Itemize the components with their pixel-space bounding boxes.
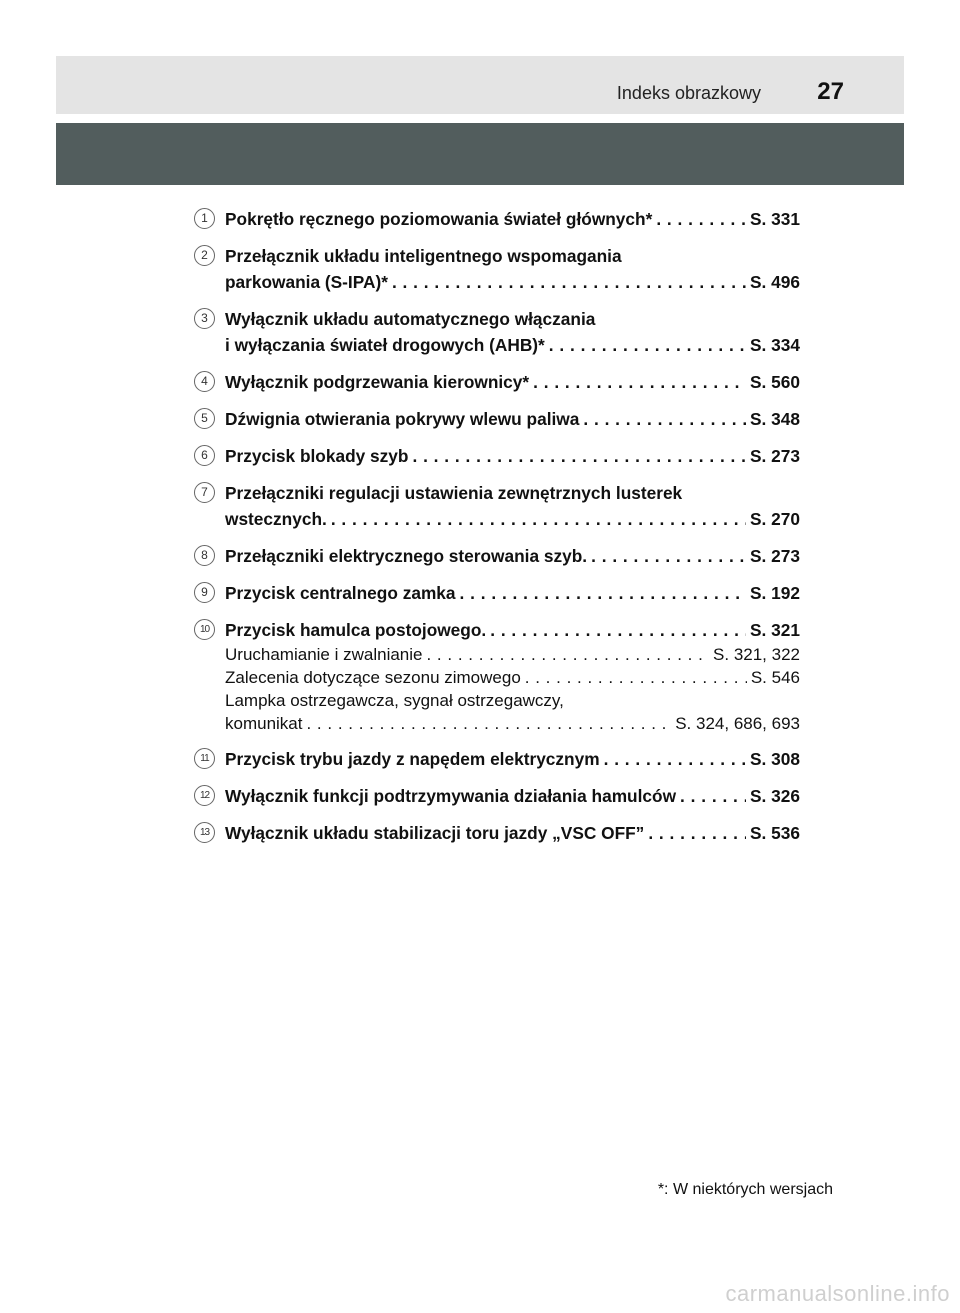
index-entry xyxy=(194,206,800,232)
entry-label: Lampka ostrzegawcza, sygnał ostrzegawczy, xyxy=(225,691,564,710)
entry-number-badge: 12 xyxy=(194,785,215,806)
entry-line xyxy=(225,543,800,569)
page-reference: S. 270 xyxy=(750,509,800,529)
page-reference: S. 331 xyxy=(750,209,800,229)
entry-line xyxy=(225,243,800,269)
page-reference: S. 192 xyxy=(750,583,800,603)
entry-text-block xyxy=(225,406,800,432)
entry-text-block xyxy=(225,543,800,569)
entry-label: komunikat xyxy=(225,714,303,733)
entry-label: Przycisk blokady szyb xyxy=(225,446,409,466)
index-entry xyxy=(194,306,800,358)
entry-text-block xyxy=(225,820,800,846)
dot-leader xyxy=(591,543,746,569)
dot-leader xyxy=(680,783,746,809)
entry-line xyxy=(225,332,800,358)
entry-line xyxy=(225,369,800,395)
entry-label: Przycisk trybu jazdy z napędem elektrycznym xyxy=(225,749,600,769)
index-entry xyxy=(194,243,800,295)
dot-leader xyxy=(392,269,746,295)
index-entry xyxy=(194,406,800,432)
page-reference: S. 326 xyxy=(750,786,800,806)
entry-text-block xyxy=(225,783,800,809)
entry-label: parkowania (S-IPA)* xyxy=(225,272,388,292)
dot-leader xyxy=(426,643,709,666)
page-reference: S. 536 xyxy=(750,823,800,843)
entry-label: Przycisk hamulca postojowego. xyxy=(225,620,487,640)
entry-line xyxy=(225,580,800,606)
page-reference: S. 324, 686, 693 xyxy=(675,714,800,733)
page-reference: S. 334 xyxy=(750,335,800,355)
entry-line xyxy=(225,820,800,846)
entry-label: Wyłącznik podgrzewania kierownicy* xyxy=(225,372,530,392)
index-entry xyxy=(194,443,800,469)
page-reference: S. 273 xyxy=(750,446,800,466)
index-entry xyxy=(194,783,800,809)
page-reference: S. 321, 322 xyxy=(713,645,800,664)
dot-leader xyxy=(306,712,671,735)
dot-leader xyxy=(583,406,746,432)
entry-number-badge: 5 xyxy=(194,408,215,429)
entry-label: Zalecenia dotyczące sezonu zimowego xyxy=(225,668,521,687)
entry-text-block xyxy=(225,617,800,735)
index-entry xyxy=(194,369,800,395)
entry-subline xyxy=(225,643,800,666)
dot-leader xyxy=(604,746,746,772)
entry-label: Uruchamianie i zwalnianie xyxy=(225,645,423,664)
entry-line xyxy=(225,443,800,469)
page-reference: S. 308 xyxy=(750,749,800,769)
page-reference: S. 348 xyxy=(750,409,800,429)
header-bar xyxy=(56,56,904,114)
entry-text-block xyxy=(225,243,800,295)
entry-line xyxy=(225,746,800,772)
entry-number-badge: 13 xyxy=(194,822,215,843)
entry-number-badge: 2 xyxy=(194,245,215,266)
entry-text-block xyxy=(225,369,800,395)
footnote: *: W niektórych wersjach xyxy=(657,1181,833,1198)
entry-text-block xyxy=(225,443,800,469)
entry-number-badge: 10 xyxy=(194,619,215,640)
entry-subline xyxy=(225,666,800,689)
entry-label: i wyłączania świateł drogowych (AHB)* xyxy=(225,335,545,355)
page-reference: S. 560 xyxy=(750,372,800,392)
entry-line xyxy=(225,783,800,809)
entry-text-block xyxy=(225,306,800,358)
dot-leader xyxy=(525,666,747,689)
entry-label: Wyłącznik funkcji podtrzymywania działania hamulców xyxy=(225,786,677,806)
dot-leader xyxy=(648,820,746,846)
entry-number-badge: 4 xyxy=(194,371,215,392)
entry-text-block xyxy=(225,746,800,772)
entry-number-badge: 9 xyxy=(194,582,215,603)
dot-leader xyxy=(549,332,746,358)
index-entry xyxy=(194,543,800,569)
entry-label: Wyłącznik układu stabilizacji toru jazdy „VSC OFF” xyxy=(225,823,645,843)
entry-number-badge: 3 xyxy=(194,308,215,329)
entry-line xyxy=(225,506,800,532)
page-header-title: Indeks obrazkowy xyxy=(616,83,761,103)
dot-leader xyxy=(656,206,746,232)
entry-subline xyxy=(225,712,800,735)
dot-leader xyxy=(490,617,746,643)
index-entry xyxy=(194,617,800,735)
index-entry xyxy=(194,580,800,606)
entry-label: Pokrętło ręcznego poziomowania świateł głównych* xyxy=(225,209,653,229)
index-entry xyxy=(194,480,800,532)
dot-leader xyxy=(412,443,746,469)
entry-text-block xyxy=(225,206,800,232)
index-entry xyxy=(194,820,800,846)
entry-text-block xyxy=(225,580,800,606)
page-reference: S. 546 xyxy=(750,668,800,687)
entry-label: Przełączniki elektrycznego sterowania szyb. xyxy=(225,546,588,566)
entry-line xyxy=(225,406,800,432)
dot-leader xyxy=(460,580,747,606)
entry-label: Wyłącznik układu automatycznego włączania xyxy=(225,309,596,329)
entry-label: Przełączniki regulacji ustawienia zewnętrznych lusterek xyxy=(225,483,683,503)
page-number: 27 xyxy=(817,78,844,105)
page-reference: S. 321 xyxy=(750,620,800,640)
entry-label: Przycisk centralnego zamka xyxy=(225,583,456,603)
index-entry xyxy=(194,746,800,772)
entry-number-badge: 11 xyxy=(194,748,215,769)
entry-line xyxy=(225,306,800,332)
dot-leader xyxy=(533,369,746,395)
section-banner xyxy=(56,123,904,185)
entry-subline xyxy=(225,689,800,712)
index-entry-list xyxy=(194,206,800,857)
page-reference: S. 273 xyxy=(750,546,800,566)
entry-number-badge: 8 xyxy=(194,545,215,566)
entry-number-badge: 6 xyxy=(194,445,215,466)
entry-text-block xyxy=(225,480,800,532)
entry-number-badge: 1 xyxy=(194,208,215,229)
entry-label: wstecznych. xyxy=(225,509,327,529)
entry-label: Dźwignia otwierania pokrywy wlewu paliwa xyxy=(225,409,580,429)
entry-number-badge: 7 xyxy=(194,482,215,503)
dot-leader xyxy=(331,506,746,532)
entry-line xyxy=(225,617,800,643)
watermark: carmanualsonline.info xyxy=(725,1281,950,1306)
entry-label: Przełącznik układu inteligentnego wspomagania xyxy=(225,246,622,266)
entry-line xyxy=(225,480,800,506)
page-reference: S. 496 xyxy=(750,272,800,292)
entry-line xyxy=(225,206,800,232)
entry-line xyxy=(225,269,800,295)
